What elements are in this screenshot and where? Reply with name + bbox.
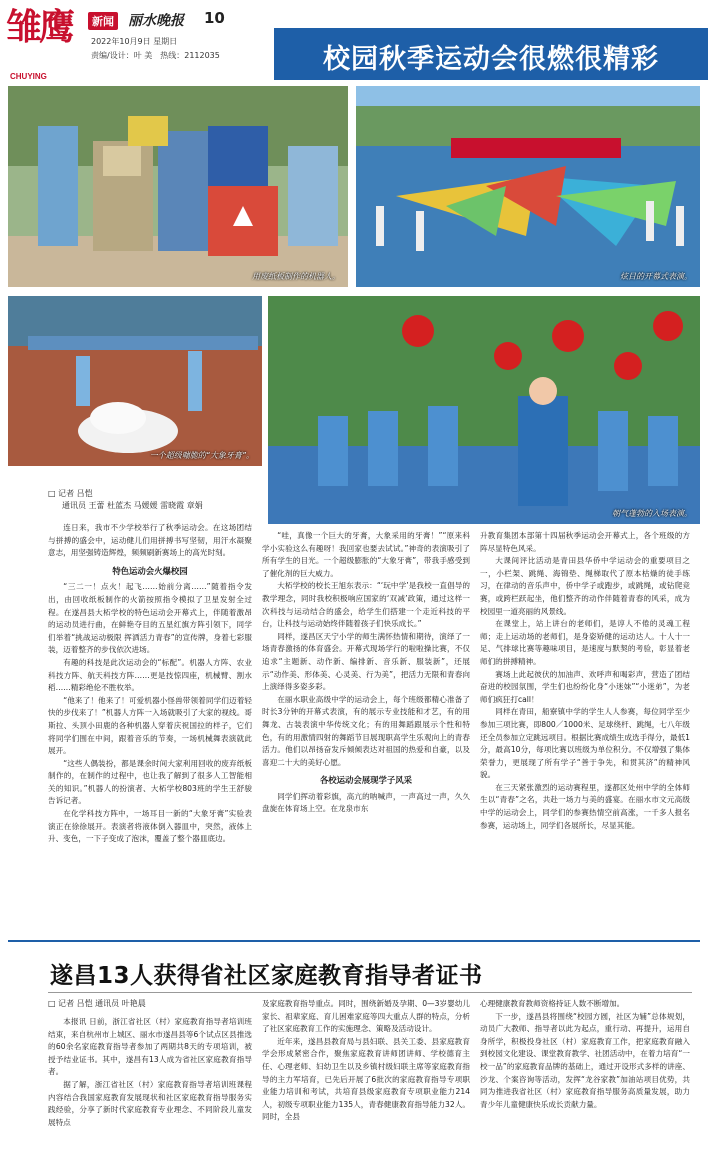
paragraph: 大课间评比活动是青田县华侨中学运动会的重要项目之一，小栏架、跳绳、海锦垫、绳梯取代了原本枯燥的徒手练习，在律动的音乐声中，侨中学子或跑步，或跳绳，或钻爬竞赛，或跨栏跃起坐，他们整齐的动作伴随着青春的风采，成为校园里一道亮丽的风景线。 (480, 556, 690, 616)
photo-opening-image (356, 86, 700, 287)
paper-name: 丽水晚报 (128, 13, 184, 29)
paragraph: 在化学科技方阵中，一场耳目一新的“大象牙膏”实验表演正在徐徐展开。表演者将液体倒入器皿中，突然，液体上升、变色，一下子变成了泡沫，覆盖了整个器皿底边。 (48, 809, 252, 844)
photo-entrance-parade-caption: 朝气蓬勃的入场表演。 (612, 509, 692, 518)
photo-entrance-parade (268, 296, 700, 524)
section-divider (8, 940, 700, 942)
paragraph: 在三天紧张激烈的运动赛程里，遂都区处州中学的全体师生以“青春”之名，共赴一场力与美的盛宴。在丽水市文元高级中学的运动会上，同学们的参赛热情空前高涨，一千多人报名参赛，运动场上，同学们各展所长，尽显其能。 (480, 782, 690, 830)
issue-date: 2022年10月9日 星期日 (91, 37, 178, 46)
paper-logo (6, 6, 82, 81)
article2-headline: 遂昌13人获得省社区家庭教育指导者证书 (50, 963, 483, 989)
logo-pinyin: CHUYING (10, 72, 47, 81)
paragraph: 同样在青田，船寮镇中学的学生人人参赛，每位同学至少参加三项比赛，即800／1000米、足球绕杆、跳绳，七八年级还全员参加立定跳远项目。根据比赛成绩生成选手得分，最低1分，最高10分，每项比赛以班级为单位积分。不仅增强了集体荣誉力，更展现了所有学子“善于争先，和贯其济”的精神风貌。 (480, 707, 690, 780)
article1-column-3 (480, 530, 690, 932)
paragraph: 及家庭教育指导重点。同时，围绕新婚及孕期、0—3岁婴幼儿家长、祖辈家庭、育儿困难家庭等四大重点人群的特点，分析了社区家庭教育工作的实施理念、策略及活动设计。 (262, 999, 470, 1034)
logo-text: 雏鹰 (6, 6, 73, 48)
section-badge: 新闻 (88, 12, 118, 30)
photo-elephant-toothpaste (8, 296, 262, 466)
page-headline-banner (274, 28, 708, 80)
paragraph: “三二一！点火！起飞……始前分离……”随着指令发出，由回收纸板制作的火箭按照指令模拟了卫星发射全过程。在遂昌县大柘学校的特色运动会开幕式上，伴随着激昂的运动员进行曲，在鲜艳夺目的五星红旗方阵引领下，同学们举着“挑战运动极限 挥洒活力青春”的宣传牌，身着七彩服装，迈着整齐的步伐依次进场。 (48, 582, 252, 655)
photo-robots-caption: 用废纸板制作的机器人。 (252, 272, 340, 281)
paragraph: 在丽水职业高级中学的运动会上，每个班级都精心准备了时长3分钟的开幕式表演，有的展示专业技能和才艺，有的用舞龙、古装表演中华传统文化；有的用舞蹈跟展示个性和特色，有的用激情四射的舞蹈节目展现职高学生乐观向上的青春活力。他们以昂扬奋发斥倾倾表达对祖国的热爱和自豪，以及喜迎二十大的美好心愿。 (262, 694, 470, 767)
photo-opening-caption: 炫目的开幕式表演。 (620, 272, 692, 281)
page-headline: 校园秋季运动会很燃很精彩 (323, 44, 659, 75)
article1-reporter: □ 记者 吕恺 (48, 489, 93, 498)
paragraph: 在课堂上，站上讲台的老师们，是谆人不倦的灵魂工程师；走上运动场的老师们，是身姿矫健的运动达人。十人十一足、气排球比赛等趣味项目，是速度与默契的考验，彰显着老师们的拼搏精神。 (480, 619, 690, 666)
page-number: 10 (204, 9, 225, 27)
editor-line: 责编/设计：叶 美 热线：2112035 (91, 51, 220, 60)
article2-column-1 (48, 1016, 252, 1156)
photo-elephant-toothpaste-caption: 一个超级嘣脆的“大象牙膏”。 (149, 451, 254, 460)
paragraph: 据了解，浙江省社区（村）家庭教育指导者培训班课程内容结合我国家庭教育发展现状和社区家庭教育指导服务实践经验，分享了新时代家庭教育专业理念、不同阶段儿童发展特点 (48, 1079, 252, 1127)
article1-column-1 (48, 522, 252, 932)
paragraph: 连日来，我市不少学校举行了秋季运动会。在这场团结与拼搏的盛会中，运动健儿们用拼搏书写坚韧，用汗水凝聚意志，用坚强铸造辉煌，频频刷新赛场上的高光时刻。 (48, 523, 252, 558)
subheading: 特色运动会火爆校园 (112, 565, 188, 576)
paragraph: 升教育集团本部第十四届秋季运动会开幕式上，各个班级的方阵尽显特色风采。 (480, 531, 690, 553)
paragraph: 赛场上此起彼伏的加油声、欢呼声和喝彩声，营造了团结奋进的校园氛围，学生们也纷纷化身“小迷妹”“小迷弟”，为老师们疯狂打call！ (480, 669, 690, 704)
subheading: 各校运动会展现学子风采 (319, 775, 413, 786)
article2-column-2 (262, 998, 470, 1156)
article1-column-2 (262, 530, 470, 932)
paragraph: 心理健康教育教师资格持证人数不断增加。 (480, 999, 625, 1008)
paragraph: 本报讯 日前，浙江省社区（村）家庭教育指导者培训班结束，来自杭州市上城区、丽水市遂昌县等6个试点区县推选的60余名家庭教育指导者参加了两期共8天的专项培训，被授予结业证书。其中，遂昌有13人成为省社区家庭教育指导者。 (48, 1017, 252, 1077)
photo-robots (8, 86, 348, 287)
article2-byline: □ 记者 吕恺 通讯员 叶艳晨 (48, 999, 146, 1008)
photo-entrance-parade-image (268, 296, 700, 524)
article2-column-3 (480, 998, 690, 1156)
photo-elephant-toothpaste-image (8, 296, 262, 466)
photo-robots-image (8, 86, 348, 287)
photo-opening (356, 86, 700, 287)
paragraph: 下一步，遂昌县将围绕“校园方圆，社区为辅”总体规划，动员广大教师、指导者以此为起点，重行动、再提升，运用自身所学，积极投身社区（村）家庭教育工作，把家庭教育融入到校园文化建设、课堂教育教学、社团活动中，在着力培育“一校一品”的家庭教育品牌的基础上，通过开设形式多样的讲座、沙龙、个案咨询等活动，发挥“龙谷家教”加油站项目优势，共同为推进我省社区（村）家庭教育指导服务高质量发展，助力青少年儿童健康快乐成长贡献力量。 (480, 1011, 690, 1109)
article1-byline (48, 488, 258, 512)
paragraph: “哇，真像一个巨大的牙膏，大象采用的牙膏！”“原来科学小实验这么有趣呀！我回家也要去试试。”神奇的表演吸引了所有学生的目光。一个超级膨胀的“大象牙膏”，带我手感受到了催化剂的巨大威力。 (262, 531, 470, 578)
paragraph: “这些人偶装扮，都是课余时间大家利用回收的废弃纸板制作的，在制作的过程中，也让我了解到了很多人工智能相关的知识。”机器人的扮演者、大柘学校803班的学生王舒骏告诉记者。 (48, 758, 252, 806)
paragraph: 大柘学校的校长王旭东表示：“‘玩中学’是我校一直倡导的教学理念，同时我校积极响应国家的‘双减’政策，通过这样一次科技与运动结合的盛会，给学生们搭建一个走近科技的平台，让科技与运动始终伴随着孩子们快乐成长。” (262, 581, 470, 629)
paragraph: 同样，遂昌区天宁小学的师生满怀热情和期待，演绎了一场青春激扬的体育盛会。开幕式现场学行的啦啦操比赛，不仅追求“主题新、动作新、编排新、音乐新、服装新”，还展示“动作美、形体美、心灵美、行为美”，把活力无限和青春向上演绎得多姿多彩。 (262, 631, 470, 692)
headline-rule (48, 992, 692, 993)
paragraph: “他来了！他来了！可爱机器小怪兽带领着同学们迈着轻快的步伐来了！”机器人方阵一入场就吸引了大家的视线。哥斯拉、头顶小田鹿的各种机器人穿着庆祝国拉的样子，它们将同学们围在中间，跟着音乐的节奏，一场机械舞表演就此展开。 (48, 695, 252, 756)
paragraph: 同学们挥动着彩旗，高亢的呐喊声，一声高过一声，久久盘旋在体育场上空。在龙泉市东 (262, 791, 470, 814)
article1-correspondents: 通讯员 王蕾 杜蓝杰 马媛媛 雷晓霞 章娟 (62, 501, 203, 510)
paragraph: 近年来，遂昌县教育局与县妇联、县关工委、县家庭教育学会形成紧密合作，聚焦家庭教育讲师团讲师、学校德育主任、心理老师、妇幼卫生以及乡镇村级妇联主席等家庭教育指导的主力军培育，已先后开展了6批次的家庭教育指导专项职业能力培训和考试，共培育县级家庭教育专项职业能力214人，初级专项职业能力135人，青春健康教育指导能力32人。同时，全县 (262, 1036, 470, 1122)
paragraph: 有趣的科技是此次运动会的“标配”。机器人方阵、农业科技方阵、航天科技方阵……更是技惊四座，机械臂、割水稻……精彩绝伦不胜枚举。 (48, 657, 252, 693)
